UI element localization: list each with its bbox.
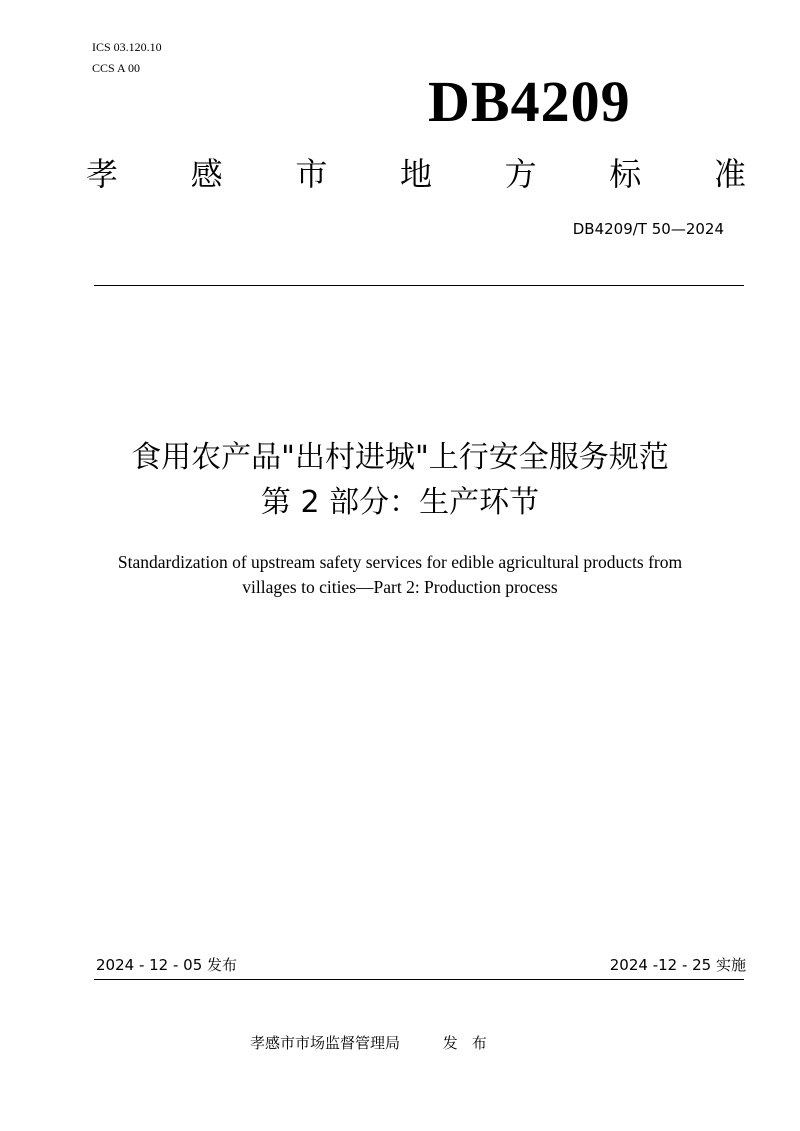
title-english [60, 550, 740, 600]
standard-type-char: 准 [713, 155, 746, 193]
ccs-code: CCS A 00 [92, 61, 141, 75]
issuing-authority [250, 1032, 570, 1054]
title-english-line-1: Standardization of upstream safety services for edible agricultural products from [117, 552, 683, 572]
ics-code: ICS 03.120.10 [92, 40, 162, 54]
standard-type-char: 标 [609, 155, 642, 193]
standard-type-heading [86, 150, 746, 198]
title-english-line-2: villages to cities—Part 2: Production process [242, 577, 558, 597]
issuer-name: 孝感市市场监督管理局 [250, 1034, 401, 1052]
issue-date: 2024 - 12 - 05 发布 [96, 956, 238, 974]
title-chinese-line-1: 食用农产品"出村进城"上行安全服务规范 [131, 440, 669, 475]
issuer-action: 发布 [442, 1034, 501, 1052]
header-divider [94, 285, 744, 286]
standard-number: DB4209/T 50—2024 [572, 220, 724, 238]
implementation-date: 2024 -12 - 25 实施 [609, 956, 746, 974]
footer-divider [94, 979, 744, 980]
db-logo: DB4209 [428, 69, 631, 134]
title-chinese-line-2: 第 2 部分：生产环节 [260, 485, 540, 520]
standard-type-char: 地 [399, 155, 432, 193]
standard-type-char: 感 [190, 155, 223, 193]
standard-type-char: 市 [295, 155, 328, 193]
standard-type-char: 方 [504, 155, 537, 193]
standard-type-char: 孝 [86, 155, 119, 193]
